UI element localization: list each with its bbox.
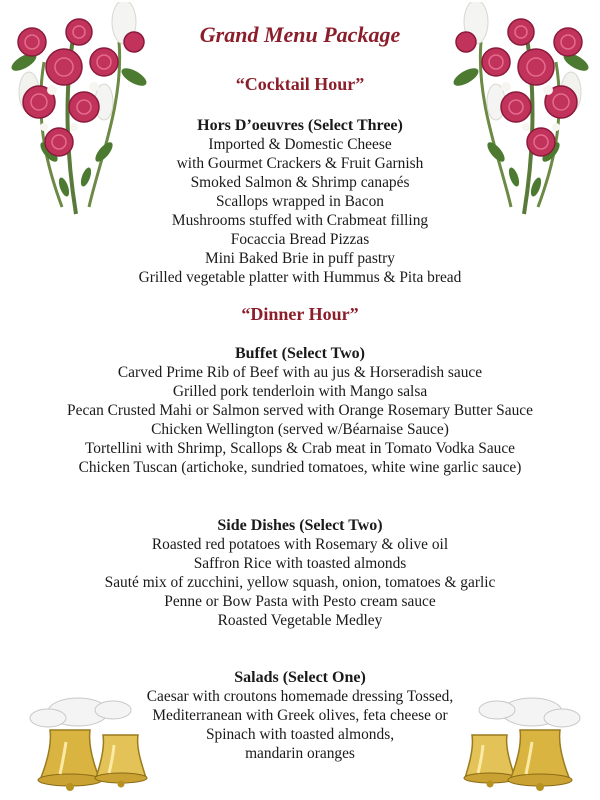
cocktail-hour-title: “Cocktail Hour”: [235, 74, 365, 94]
dinner-hour-title: “Dinner Hour”: [241, 304, 359, 324]
list-item: with Gourmet Crackers & Fruit Garnish: [176, 155, 424, 172]
list-item: Mediterranean with Greek olives, feta cheese or: [152, 707, 448, 724]
list-item: Grilled vegetable platter with Hummus & Pita bread: [138, 269, 462, 286]
list-item: Carved Prime Rib of Beef with au jus & Horseradish sauce: [117, 364, 483, 381]
list-item: Saffron Rice with toasted almonds: [193, 555, 407, 572]
list-item: Chicken Wellington (served w/Béarnaise Sauce): [151, 421, 449, 438]
buffet-section: [0, 344, 600, 477]
buffet-heading: Buffet (Select Two): [234, 345, 366, 362]
salads-heading: Salads (Select One): [234, 669, 366, 686]
list-item: Imported & Domestic Cheese: [208, 136, 392, 153]
list-item: Roasted red potatoes with Rosemary & olive oil: [151, 536, 449, 553]
list-item: Spinach with toasted almonds,: [205, 726, 395, 743]
list-item: Sauté mix of zucchini, yellow squash, onion, tomatoes & garlic: [104, 574, 496, 591]
list-item: Scallops wrapped in Bacon: [216, 193, 384, 210]
menu-title: Grand Menu Package: [199, 22, 401, 47]
list-item: Mini Baked Brie in puff pastry: [205, 250, 395, 267]
list-item: Pecan Crusted Mahi or Salmon served with Orange Rosemary Butter Sauce: [67, 402, 533, 419]
list-item: Penne or Bow Pasta with Pesto cream sauce: [164, 593, 436, 610]
salads-section: [0, 668, 600, 763]
hors-doeuvres-section: [0, 116, 600, 287]
list-item: Caesar with croutons homemade dressing Tossed,: [146, 688, 454, 705]
list-item: Smoked Salmon & Shrimp canapés: [190, 174, 410, 191]
list-item: Focaccia Bread Pizzas: [230, 231, 370, 248]
list-item: Tortellini with Shrimp, Scallops & Crab meat in Tomato Vodka Sauce: [84, 440, 516, 457]
list-item: Roasted Vegetable Medley: [217, 612, 383, 629]
list-item: mandarin oranges: [245, 745, 355, 762]
list-item: Mushrooms stuffed with Crabmeat filling: [171, 212, 429, 229]
list-item: Chicken Tuscan (artichoke, sundried tomatoes, white wine garlic sauce): [78, 459, 522, 476]
side-dishes-section: [0, 516, 600, 630]
hors-doeuvres-heading: Hors D’oeuvres (Select Three): [197, 117, 403, 134]
side-dishes-heading: Side Dishes (Select Two): [217, 517, 383, 534]
list-item: Grilled pork tenderloin with Mango salsa: [172, 383, 428, 400]
